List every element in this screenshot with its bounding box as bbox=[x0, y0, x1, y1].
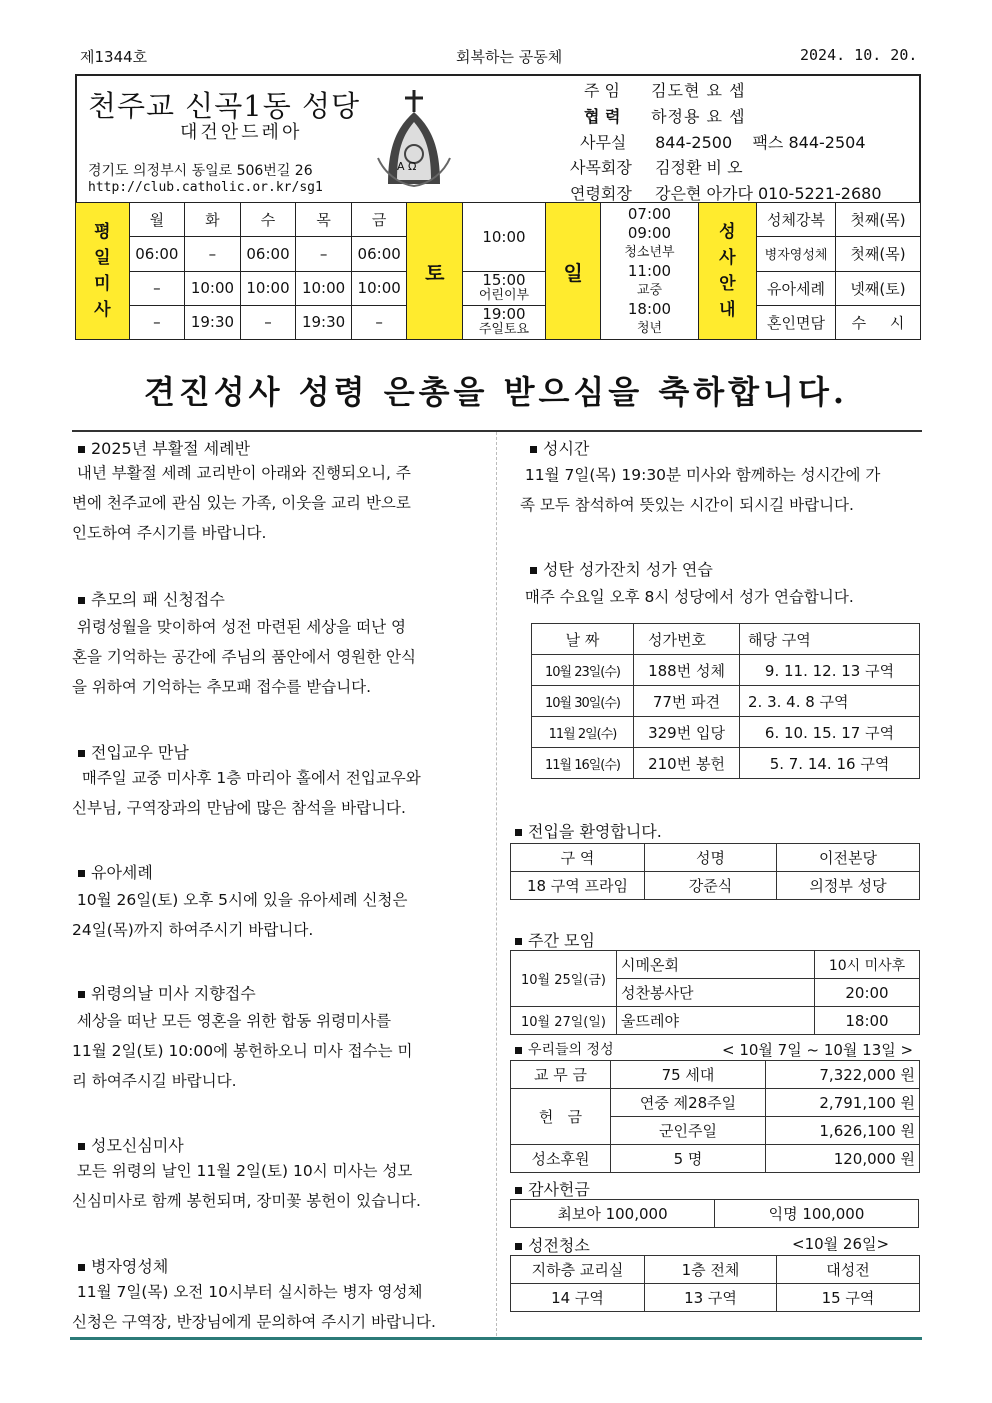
cleaning-title: 성전청소 bbox=[515, 1233, 590, 1256]
staff-council bbox=[570, 155, 743, 178]
sunday-label: 일 bbox=[545, 203, 601, 340]
staff-funeral bbox=[570, 181, 882, 204]
staff-value: 김도현 요 셉 bbox=[651, 81, 746, 100]
sunday-mass-times: 07:00 09:00 청소년부 11:00 교중 18:00 청년 bbox=[601, 203, 698, 340]
section-title: 추모의 패 신청접수 bbox=[78, 587, 225, 610]
sacrament-when: 수 시 bbox=[835, 305, 920, 339]
church-address: 경기도 의정부시 동일로 506번길 26 bbox=[88, 163, 313, 179]
mass-time: 10:00 bbox=[185, 271, 241, 305]
table-row: 14 구역 13 구역 15 구역 bbox=[511, 1284, 920, 1312]
sacrament-when: 넷째(토) bbox=[835, 271, 920, 305]
section-body: 11월 7일(목) 오전 10시부터 실시하는 병자 영성체 신청은 구역장, 반장님에게 문의하여 주시기 바랍니다. bbox=[72, 1283, 436, 1331]
issue-date: 2024. 10. 20. bbox=[800, 46, 918, 64]
weekly-title: 주간 모임 bbox=[515, 928, 595, 951]
mass-time: 06:00 bbox=[351, 237, 407, 271]
staff-office bbox=[580, 130, 866, 153]
mass-schedule-table bbox=[75, 202, 921, 340]
staff-value: 강은현 아가다 010-5221-2680 bbox=[655, 184, 882, 203]
section-title: 전입교우 만남 bbox=[78, 740, 189, 763]
cleaning-date: <10월 26일> bbox=[792, 1235, 890, 1253]
welcome-table: 구 역 성명 이전본당 18 구역 프라임 강준식 의정부 성당 bbox=[510, 843, 920, 900]
section-title: 2025년 부활절 세례반 bbox=[78, 436, 250, 459]
sacrament-name: 혼인면담 bbox=[757, 305, 836, 339]
day-header: 금 bbox=[351, 203, 407, 237]
sacrament-name: 유아세례 bbox=[757, 271, 836, 305]
staff-value: 844-2500 팩스 844-2504 bbox=[655, 133, 866, 152]
staff-label: 사목회장 bbox=[570, 158, 632, 177]
issue-number: 제1344호 bbox=[80, 48, 148, 66]
table-row: 10월 27일(일) 울뜨레야 18:00 bbox=[511, 1007, 920, 1035]
table-row: 11월 2일(수) 329번 입당 6. 10. 15. 17 구역 bbox=[532, 717, 920, 748]
section-title: 병자영성체 bbox=[78, 1254, 168, 1277]
welcome-title: 전입을 환영합니다. bbox=[515, 819, 662, 842]
mass-time: 10:00 bbox=[351, 271, 407, 305]
choir-title: 성탄 성가잔치 성가 연습 bbox=[530, 557, 713, 580]
saturday-label: 토 bbox=[407, 203, 463, 340]
mass-time: 10:00 bbox=[240, 271, 296, 305]
mass-time: 06:00 bbox=[129, 237, 185, 271]
sat-mass-1: 10:00 bbox=[463, 203, 546, 272]
mass-time: – bbox=[129, 271, 185, 305]
table-row: 10월 23일(수) 188번 성체 9. 11. 12. 13 구역 bbox=[532, 655, 920, 686]
table-row: 성찬봉사단 20:00 bbox=[511, 979, 920, 1007]
sacrament-when: 첫째(목) bbox=[835, 203, 920, 237]
day-header: 목 bbox=[296, 203, 352, 237]
mass-time: 19:30 bbox=[296, 305, 352, 339]
logo-letters: A Ω bbox=[397, 160, 417, 173]
table-row: 헌 금 연중 제28주일 2,791,100 원 bbox=[511, 1089, 920, 1117]
staff-pastor bbox=[584, 78, 746, 101]
mass-time: – bbox=[351, 305, 407, 339]
sacrament-name: 병자영성체 bbox=[757, 237, 836, 271]
holy-hour-body: 11월 7일(목) 19:30분 미사와 함께하는 성시간에 가 족 모두 참석하여 뜻있는 시간이 되시길 바랍니다. bbox=[520, 466, 881, 514]
sat-mass-2: 15:00 어린이부 bbox=[463, 271, 546, 305]
headline: 견진성사 성령 은총을 받으심을 축하합니다. bbox=[143, 373, 849, 411]
mass-time: – bbox=[240, 305, 296, 339]
divider bbox=[72, 430, 922, 432]
choir-body: 매주 수요일 오후 8시 성당에서 성가 연습합니다. bbox=[520, 588, 854, 606]
col-header: 날 짜 bbox=[532, 624, 634, 655]
mass-time: – bbox=[129, 305, 185, 339]
sacrament-guide-label: 성 사 안 내 bbox=[698, 203, 757, 340]
section-body: 모든 위령의 날인 11월 2일(토) 10시 미사는 성모 신심미사로 함께 봉헌되며, 장미꽃 봉헌이 있습니다. bbox=[72, 1162, 421, 1210]
offering-table bbox=[510, 1060, 920, 1173]
weekly-table bbox=[510, 950, 920, 1035]
mass-time: 19:30 bbox=[185, 305, 241, 339]
mass-time: – bbox=[185, 237, 241, 271]
table-row: 군인주일 1,626,100 원 bbox=[511, 1117, 920, 1145]
church-url[interactable]: http://club.catholic.or.kr/sg1 bbox=[88, 180, 323, 195]
staff-label: 연령회장 bbox=[570, 184, 632, 203]
staff-value: 김정환 비 오 bbox=[655, 158, 743, 177]
table-row: 최보아 100,000 익명 100,000 bbox=[511, 1200, 919, 1228]
holy-hour-title: 성시간 bbox=[530, 436, 589, 459]
sacrament-name: 성체강복 bbox=[757, 203, 836, 237]
col-header: 해당 구역 bbox=[740, 624, 920, 655]
church-patron: 대건안드레아 bbox=[180, 122, 303, 143]
staff-label: 사무실 bbox=[580, 133, 627, 152]
sacrament-when: 첫째(목) bbox=[835, 237, 920, 271]
thanks-table bbox=[510, 1199, 919, 1228]
weekday-mass-label: 평 일 미 사 bbox=[76, 203, 130, 340]
section-title: 유아세례 bbox=[78, 860, 153, 883]
table-row: 10월 25일(금) 시메온회 10시 미사후 bbox=[511, 951, 920, 979]
offering-period: < 10월 7일 ~ 10월 13일 > bbox=[722, 1041, 914, 1059]
sat-mass-3: 19:00 주일토요 bbox=[463, 305, 546, 339]
mass-time: 10:00 bbox=[296, 271, 352, 305]
col-header: 성가번호 bbox=[634, 624, 740, 655]
table-row: 18 구역 프라임 강준식 의정부 성당 bbox=[511, 872, 920, 900]
column-divider bbox=[496, 432, 497, 1336]
table-row: 교 무 금 75 세대 7,322,000 원 bbox=[511, 1061, 920, 1089]
choir-table bbox=[531, 623, 920, 779]
staff-label: 주 임 bbox=[584, 81, 620, 100]
mass-time: 06:00 bbox=[240, 237, 296, 271]
day-header: 월 bbox=[129, 203, 185, 237]
table-row: 11월 16일(수) 210번 봉헌 5. 7. 14. 16 구역 bbox=[532, 748, 920, 779]
day-header: 화 bbox=[185, 203, 241, 237]
section-title: 성모신심미사 bbox=[78, 1133, 184, 1156]
offering-title: 우리들의 정성 bbox=[515, 1039, 614, 1059]
table-row: 10월 30일(수) 77번 파견 2. 3. 4. 8 구역 bbox=[532, 686, 920, 717]
staff-value: 하정용 요 셉 bbox=[651, 107, 746, 126]
table-row: 성소후원 5 명 120,000 원 bbox=[511, 1145, 920, 1173]
staff-assistant bbox=[584, 104, 746, 127]
footer-rule bbox=[70, 1337, 922, 1340]
thanks-title: 감사헌금 bbox=[515, 1177, 590, 1200]
motto: 회복하는 공동체 bbox=[456, 48, 563, 66]
church-logo-icon bbox=[374, 88, 454, 192]
day-header: 수 bbox=[240, 203, 296, 237]
section-body: 세상을 떠난 모든 영혼을 위한 합동 위령미사를 11월 2일(토) 10:00에 봉헌하오니 미사 접수는 미 리 하여주시길 바랍니다. bbox=[72, 1012, 413, 1090]
mass-time: – bbox=[296, 237, 352, 271]
section-body: 위령성월을 맞이하여 성전 마련된 세상을 떠난 영 혼을 기억하는 공간에 주님의 품안에서 영원한 안식 을 위하여 기억하는 추모패 접수를 받습니다. bbox=[72, 618, 416, 696]
church-name: 천주교 신곡1동 성당 bbox=[88, 89, 360, 123]
section-body: 10월 26일(토) 오후 5시에 있을 유아세례 신청은 24일(목)까지 하여주시기 바랍니다. bbox=[72, 891, 408, 939]
cleaning-table: 지하층 교리실 1층 전체 대성전 14 구역 13 구역 15 구역 bbox=[510, 1255, 920, 1312]
section-body: 내년 부활절 세례 교리반이 아래와 진행되오니, 주 변에 천주교에 관심 있는 가족, 이웃을 교리 반으로 인도하여 주시기를 바랍니다. bbox=[72, 464, 411, 542]
section-body: 매주일 교중 미사후 1층 마리아 홀에서 전입교우와 신부님, 구역장과의 만남에 많은 참석을 바랍니다. bbox=[72, 769, 421, 817]
staff-label: 협 력 bbox=[584, 107, 621, 126]
section-title: 위령의날 미사 지향접수 bbox=[78, 981, 256, 1004]
